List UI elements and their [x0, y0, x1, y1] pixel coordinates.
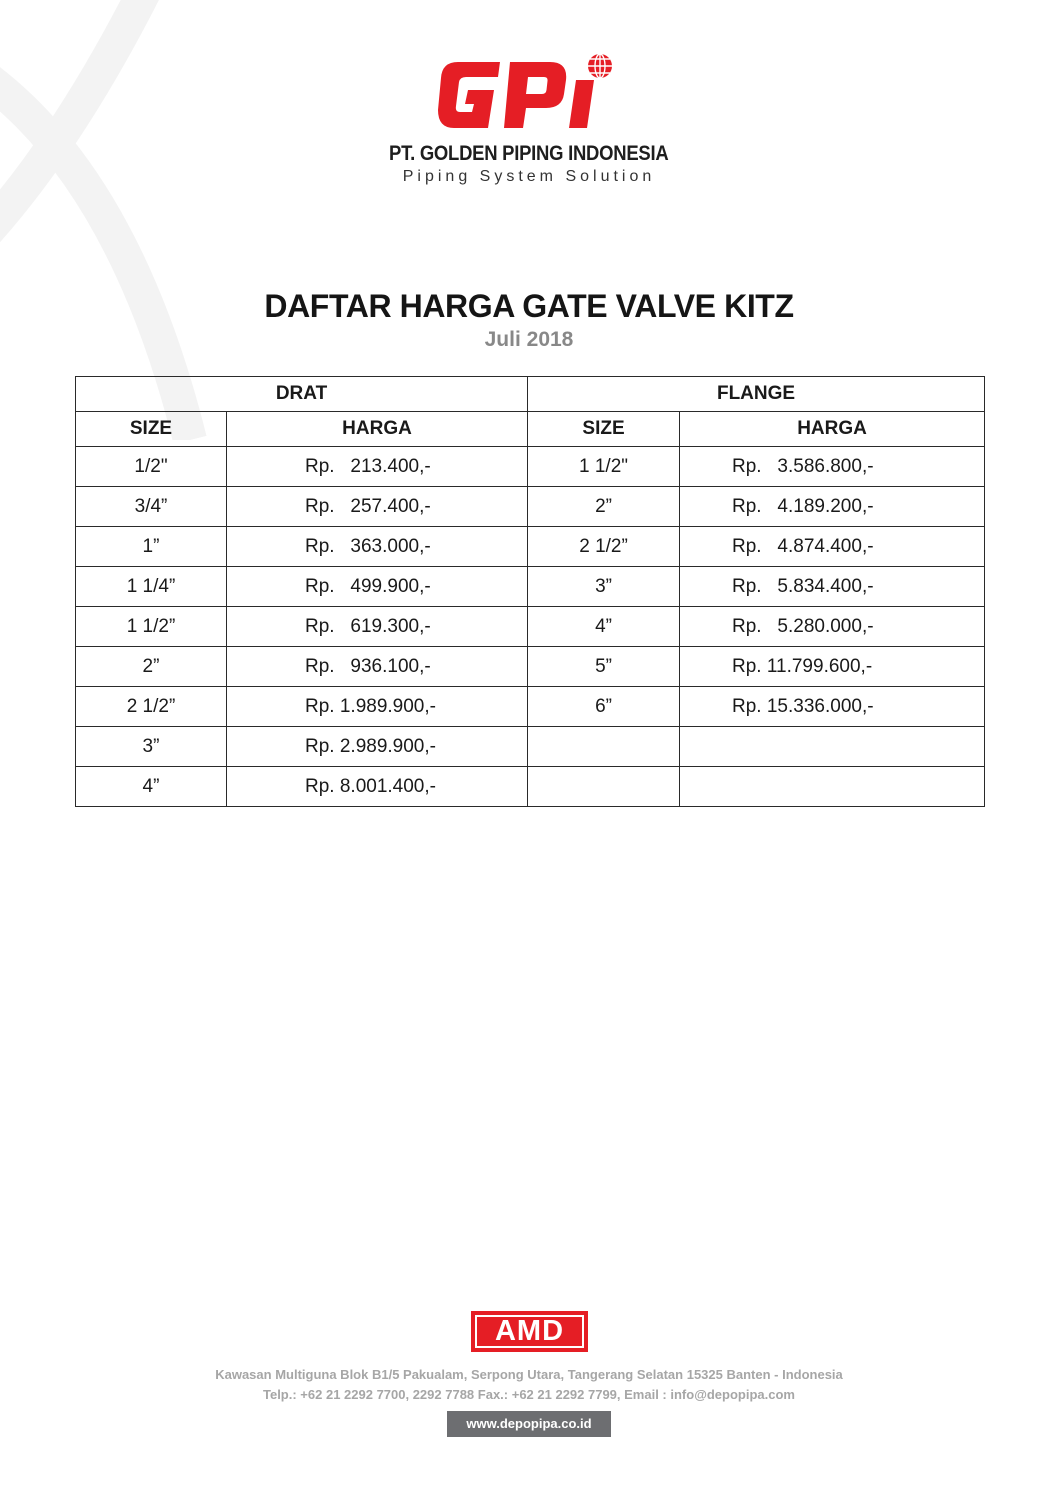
drat-price-cell [227, 727, 528, 767]
table-row [76, 527, 985, 567]
table-row [76, 567, 985, 607]
table-row [76, 687, 985, 727]
table-row [76, 767, 985, 807]
price-value: Rp. 2.989.900,- [305, 735, 436, 757]
price-value: Rp. 15.336.000,- [732, 695, 874, 717]
company-name: PT. GOLDEN PIPING INDONESIA [389, 142, 669, 165]
price-table-body [76, 447, 985, 807]
group-header-row [76, 377, 985, 412]
table-row [76, 607, 985, 647]
drat-size-cell: 3” [76, 727, 227, 767]
drat-price-cell [227, 447, 528, 487]
price-value: Rp. 4.189.200,- [732, 495, 874, 517]
gpi-logo [438, 50, 623, 142]
column-header-price: HARGA [227, 412, 528, 447]
price-value: Rp. 619.300,- [305, 615, 431, 637]
price-value: Rp. 213.400,- [305, 455, 431, 477]
drat-size-cell: 1 1/2” [76, 607, 227, 647]
flange-price-cell [680, 527, 985, 567]
flange-size-cell: 2” [528, 487, 680, 527]
price-value: Rp. 4.874.400,- [732, 535, 874, 557]
flange-size-cell [528, 767, 680, 807]
drat-size-cell: 4” [76, 767, 227, 807]
price-value: Rp. 8.001.400,- [305, 775, 436, 797]
flange-size-cell [528, 727, 680, 767]
price-value: Rp. 11.799.600,- [732, 655, 873, 677]
price-value: Rp. 936.100,- [305, 655, 431, 677]
group-header-drat: DRAT [76, 377, 528, 412]
column-header-row [76, 412, 985, 447]
footer-contact: Telp.: +62 21 2292 7700, 2292 7788 Fax.: +62 21 2292 7799, Email : info@depopipa.com [262, 1387, 795, 1402]
drat-size-cell: 1” [76, 527, 227, 567]
drat-size-cell: 3/4” [76, 487, 227, 527]
amd-logo: AMD [471, 1311, 588, 1352]
drat-price-cell [227, 647, 528, 687]
flange-size-cell: 3” [528, 567, 680, 607]
drat-price-cell [227, 607, 528, 647]
page-subtitle: Juli 2018 [484, 328, 574, 351]
price-value: Rp. 363.000,- [305, 535, 431, 557]
flange-price-cell [680, 647, 985, 687]
price-value: Rp. 499.900,- [305, 575, 431, 597]
background-watermark-arcs [0, 0, 300, 440]
flange-size-cell: 1 1/2" [528, 447, 680, 487]
flange-price-cell [680, 727, 985, 767]
flange-price-cell [680, 447, 985, 487]
flange-price-cell [680, 607, 985, 647]
table-row [76, 727, 985, 767]
column-header-size: SIZE [528, 412, 680, 447]
flange-price-cell [680, 687, 985, 727]
price-value: Rp. 3.586.800,- [732, 455, 874, 477]
drat-size-cell: 1/2" [76, 447, 227, 487]
company-tagline: Piping System Solution [402, 168, 656, 185]
drat-price-cell [227, 767, 528, 807]
flange-size-cell: 5” [528, 647, 680, 687]
flange-size-cell: 6” [528, 687, 680, 727]
footer-address: Kawasan Multiguna Blok B1/5 Pakualam, Serpong Utara, Tangerang Selatan 15325 Banten - Indonesia [215, 1367, 843, 1382]
table-row [76, 647, 985, 687]
website-link[interactable]: www.depopipa.co.id [447, 1411, 611, 1437]
flange-price-cell [680, 767, 985, 807]
drat-size-cell: 2” [76, 647, 227, 687]
table-row [76, 447, 985, 487]
price-value: Rp. 5.834.400,- [732, 575, 874, 597]
price-value: Rp. 257.400,- [305, 495, 431, 517]
drat-price-cell [227, 687, 528, 727]
flange-size-cell: 2 1/2” [528, 527, 680, 567]
flange-size-cell: 4” [528, 607, 680, 647]
flange-price-cell [680, 487, 985, 527]
drat-size-cell: 1 1/4” [76, 567, 227, 607]
drat-price-cell [227, 527, 528, 567]
drat-size-cell: 2 1/2” [76, 687, 227, 727]
drat-price-cell [227, 487, 528, 527]
page-title: DAFTAR HARGA GATE VALVE KITZ [264, 288, 794, 324]
price-value: Rp. 5.280.000,- [732, 615, 874, 637]
drat-price-cell [227, 567, 528, 607]
price-table [75, 376, 985, 807]
column-header-size: SIZE [76, 412, 227, 447]
group-header-flange: FLANGE [528, 377, 985, 412]
flange-price-cell [680, 567, 985, 607]
svg-text:GPi: GPi [438, 50, 440, 51]
table-row [76, 487, 985, 527]
price-value: Rp. 1.989.900,- [305, 695, 436, 717]
column-header-price: HARGA [680, 412, 985, 447]
